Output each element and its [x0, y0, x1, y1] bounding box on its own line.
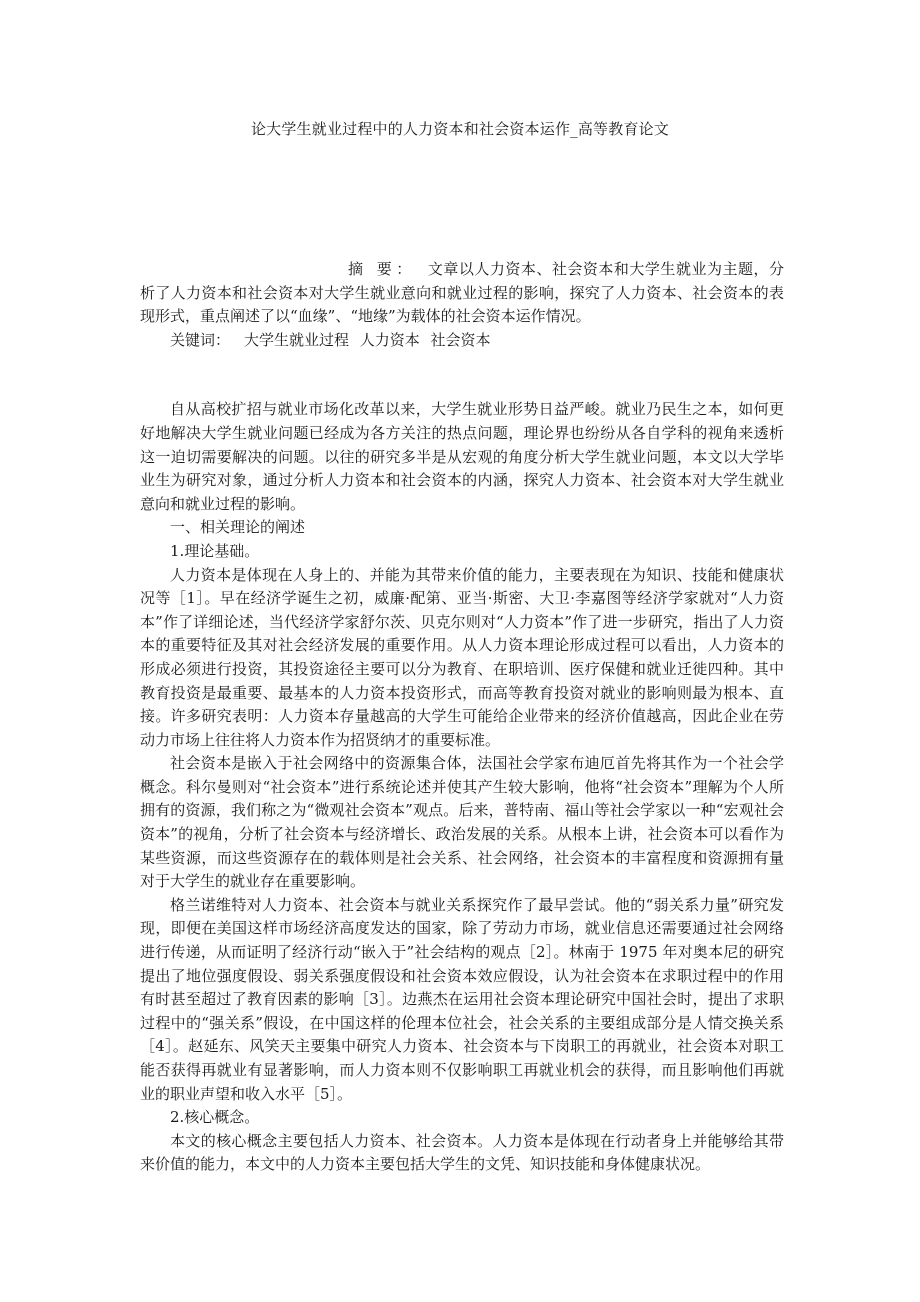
section-heading: 一、相关理论的阐述 [170, 518, 306, 537]
body-paragraph: 社会资本是嵌入于社会网络中的资源集合体，法国社会学家布迪厄首先将其作为一个社会学概念。科尔曼则对“社会资本”进行系统论述并使其产生较大影响，他将“社会资本”理解为个人所拥有的资源，我们称之为“微观社会资本”观点。后来，普特南、福山等社会学家以一种“宏观社会资本”的视角，分析了社会资本与经济增长、政治发展的关系。从根本上讲，社会资本可以看作为某些资源，而这些资源存在的载体则是社会关系、社会网络，社会资本的丰富程度和资源拥有量对于大学生的就业存在重要影响。 [140, 754, 784, 891]
abstract-paragraph [140, 258, 784, 329]
document-title: 论大学生就业过程中的人力资本和社会资本运作_高等教育论文 [250, 120, 670, 138]
abstract-text: 文章以人力资本、社会资本和大学生就业为主题，分析了人力资本和社会资本对大学生就业意向和就业过程的影响，探究了人力资本、社会资本的表现形式，重点阐述了以“血缘”、“地缘”为载体的社会资本运作情况。 [140, 260, 784, 326]
blank-line [140, 352, 784, 375]
keywords-label: 关键词： [170, 330, 231, 349]
subsection-heading: 1.理论基础。 [170, 541, 260, 560]
body-paragraph: 本文的核心概念主要包括人力资本、社会资本。人力资本是体现在行动者身上并能够给其带来价值的能力，本文中的人力资本主要包括大学生的文凭、知识技能和身体健康状况。 [140, 1131, 784, 1174]
document-body [140, 258, 784, 1177]
keywords-value: 大学生就业过程 人力资本 社会资本 [244, 330, 491, 349]
abstract-label: 摘 要： [348, 260, 416, 278]
keywords-line [140, 329, 784, 353]
blank-line [140, 375, 784, 398]
subsection-heading: 2.核心概念。 [170, 1108, 260, 1127]
body-paragraph: 人力资本是体现在人身上的、并能为其带来价值的能力，主要表现在为知识、技能和健康状况等［1］。早在经济学诞生之初，威廉·配第、亚当·斯密、大卫·李嘉图等经济学家就对“人力资本”作了详细论述，当代经济学家舒尔茨、贝克尔则对“人力资本”作了进一步研究，指出了人力资本的重要特征及其对社会经济发展的重要作用。从人力资本理论形成过程可以看出，人力资本的形成必须进行投资，其投资途径主要可以分为教育、在职培训、医疗保健和就业迁徙四种。其中教育投资是最重要、最基本的人力资本投资形式，而高等教育投资对就业的影响则最为根本、直接。许多研究表明：人力资本存量越高的大学生可能给企业带来的经济价值越高，因此企业在劳动力市场上往往将人力资本作为招贤纳才的重要标准。 [140, 565, 784, 749]
intro-paragraph: 自从高校扩招与就业市场化改革以来，大学生就业形势日益严峻。就业乃民生之本，如何更好地解决大学生就业问题已经成为各方关注的热点问题，理论界也纷纷从各自学科的视角来透析这一迫切需要解决的问题。以往的研究多半是从宏观的角度分析大学生就业问题，本文以大学毕业生为研究对象，通过分析人力资本和社会资本的内涵，探究人力资本、社会资本对大学生就业意向和就业过程的影响。 [140, 400, 784, 513]
body-paragraph: 格兰诺维特对人力资本、社会资本与就业关系探究作了最早尝试。他的“弱关系力量”研究发现，即便在美国这样市场经济高度发达的国家，除了劳动力市场，就业信息还需要通过社会网络进行传递，从而证明了经济行动“嵌入于”社会结构的观点［2］。林南于 1975 年对奥本尼的研究提出了地位强度假设、弱关系强度假设和社会资本效应假设，认为社会资本在求职过程中的作用有时甚至超过了教育因素的影响［3］。边燕杰在运用社会资本理论研究中国社会时，提出了求职过程中的“强关系”假设，在中国这样的伦理本位社会，社会关系的主要组成部分是人情交换关系［4］。赵延东、风笑天主要集中研究人力资本、社会资本与下岗职工的再就业，社会资本对职工能否获得再就业有显著影响，而人力资本则不仅影响职工再就业机会的获得，而且影响他们再就业的职业声望和收入水平［5］。 [140, 895, 784, 1103]
